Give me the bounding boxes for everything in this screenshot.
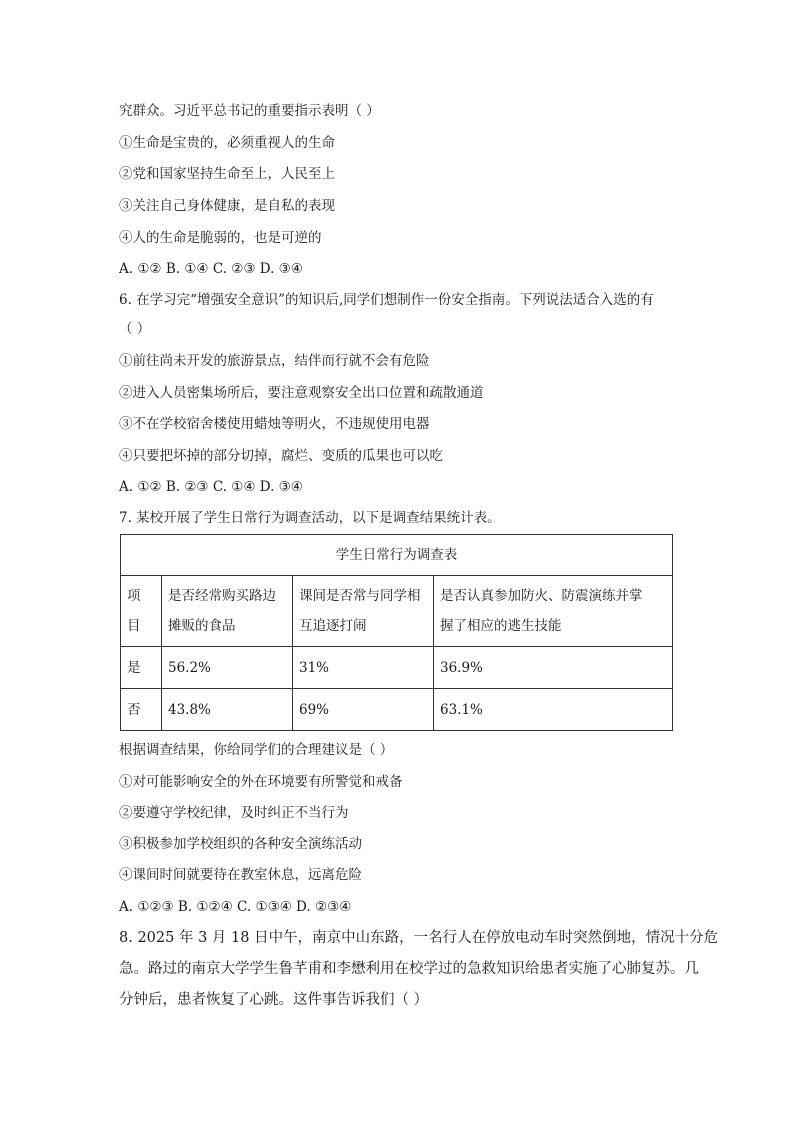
q8-line2: 急。路过的南京大学学生鲁芊甫和李懋利用在校学过的急救知识给患者实施了心肺复苏。几 bbox=[119, 961, 699, 977]
header-drills: 是否认真参加防火、防震演练并掌 握了相应的逃生技能 bbox=[434, 576, 673, 647]
table-cell: 43.8% bbox=[162, 689, 293, 731]
q7-question: 根据调查结果，你给同学们的合理建议是（ ） bbox=[119, 742, 394, 758]
q5-option-3: ③关注自己身体健康，是自私的表现 bbox=[119, 198, 335, 214]
q6-option-2: ②进入人员密集场所后，要注意观察安全出口位置和疏散通道 bbox=[119, 385, 484, 401]
q7-stem: 7. 某校开展了学生日常行为调查活动，以下是调查结果统计表。 bbox=[119, 510, 501, 526]
row-label: 否 bbox=[121, 689, 162, 731]
survey-table bbox=[120, 534, 673, 731]
q5-option-2: ②党和国家坚持生命至上，人民至上 bbox=[119, 166, 335, 182]
table-caption: 学生日常行为调查表 bbox=[121, 535, 673, 576]
q6-option-3: ③不在学校宿舍楼使用蜡烛等明火，不违规使用电器 bbox=[119, 416, 430, 432]
q7-option-1: ①对可能影响安全的外在环境要有所警觉和戒备 bbox=[119, 774, 403, 790]
table-caption-row bbox=[121, 535, 673, 576]
table-header-row bbox=[121, 576, 673, 647]
q5-option-4: ④人的生命是脆弱的，也是可逆的 bbox=[119, 230, 322, 246]
header-item: 项 目 bbox=[121, 576, 162, 647]
q6-stem-line2: （ ） bbox=[119, 321, 151, 337]
q8-line3: 分钟后，患者恢复了心跳。这件事告诉我们（ ） bbox=[119, 992, 429, 1008]
q6-option-4: ④只要把坏掉的部分切掉，腐烂、变质的瓜果也可以吃 bbox=[119, 448, 443, 464]
table-cell: 69% bbox=[293, 689, 434, 731]
q5-option-1: ①生命是宝贵的，必须重视人的生命 bbox=[119, 135, 335, 151]
table-cell: 36.9% bbox=[434, 647, 673, 689]
q8-line1: 8. 2025 年 3 月 18 日中午，南京中山东路，一名行人在停放电动车时突然倒地，情况十分危 bbox=[119, 930, 719, 946]
q5-choices: A. ①② B. ①④ C. ②③ D. ③④ bbox=[119, 261, 303, 277]
q6-choices: A. ①② B. ②③ C. ①④ D. ③④ bbox=[119, 479, 303, 495]
header-chasing: 课间是否常与同学相 互追逐打闹 bbox=[293, 576, 434, 647]
table-cell: 56.2% bbox=[162, 647, 293, 689]
q6-stem-line1: 6. 在学习完“增强安全意识”的知识后,同学们想制作一份安全指南。下列说法适合入选的有 bbox=[119, 292, 654, 308]
table-cell: 31% bbox=[293, 647, 434, 689]
q7-option-4: ④课间时间就要待在教室休息，远离危险 bbox=[119, 867, 362, 883]
q7-choices: A. ①②③ B. ①②④ C. ①③④ D. ②③④ bbox=[119, 899, 352, 915]
q5-stem: 究群众。习近平总书记的重要指示表明（ ） bbox=[119, 103, 380, 119]
header-street-food: 是否经常购买路边 摊贩的食品 bbox=[162, 576, 293, 647]
table-cell: 63.1% bbox=[434, 689, 673, 731]
q6-option-1: ①前往尚未开发的旅游景点，结伴而行就不会有危险 bbox=[119, 353, 430, 369]
q7-option-2: ②要遵守学校纪律，及时纠正不当行为 bbox=[119, 805, 349, 821]
q7-option-3: ③积极参加学校组织的各种安全演练活动 bbox=[119, 836, 362, 852]
row-label: 是 bbox=[121, 647, 162, 689]
table-row bbox=[121, 689, 673, 731]
table-row bbox=[121, 647, 673, 689]
